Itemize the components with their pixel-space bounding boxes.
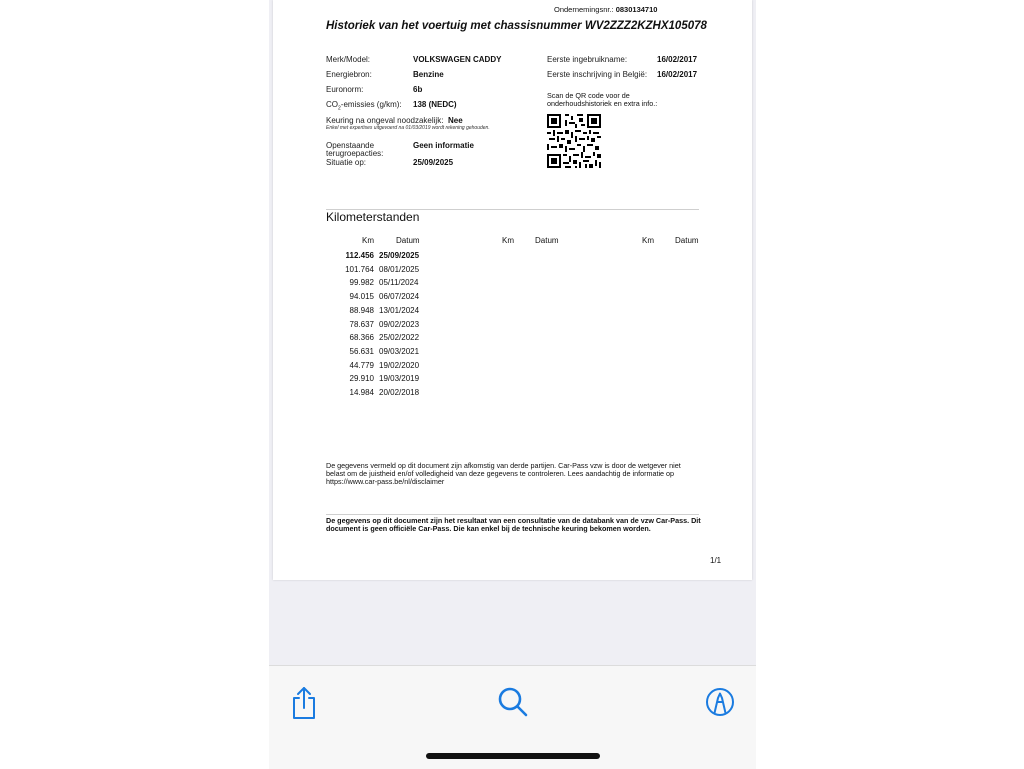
reading-date: 05/11/2024 bbox=[379, 278, 419, 288]
disclaimer: De gegevens vermeld op dit document zijn afkomstig van derde partijen. Car-Pass vzw is door de wetgever niet belast om de juistheid en/of volledigheid van deze gegevens te controleren. Lees aandachtig de informatie op https://www.car-pass.be/nl/disclaimer bbox=[326, 461, 681, 486]
qr-code[interactable] bbox=[547, 114, 601, 168]
pdf-page bbox=[273, 0, 752, 580]
reading-km: 112.456 bbox=[345, 251, 374, 260]
reading-km: 94.015 bbox=[349, 292, 374, 302]
enterprise-number bbox=[554, 5, 657, 14]
share-button[interactable] bbox=[286, 684, 322, 720]
reading-date: 09/02/2023 bbox=[379, 319, 420, 329]
bottom-toolbar bbox=[269, 665, 756, 769]
reading-km: 88.948 bbox=[349, 305, 374, 315]
co2-value: 138 (NEDC) bbox=[413, 100, 457, 109]
situation-value: 25/09/2025 bbox=[413, 158, 454, 167]
reading-date: 08/01/2025 bbox=[379, 264, 420, 274]
recalls-label-line2: terugroepacties: bbox=[326, 149, 384, 158]
document-title: Historiek van het voertuig met chassisnummer WV2ZZZ2KZHX105078 bbox=[326, 20, 707, 32]
co2-label bbox=[326, 100, 402, 112]
co2-label-post: -emissies (g/km): bbox=[340, 100, 402, 109]
date-header-1: Datum bbox=[396, 236, 420, 245]
reading-date: 19/03/2019 bbox=[379, 374, 420, 384]
reading-date: 13/01/2024 bbox=[379, 305, 420, 315]
brand-model-value: VOLKSWAGEN CADDY bbox=[413, 55, 502, 64]
reading-km: 14.984 bbox=[349, 388, 374, 397]
reading-date: 20/02/2018 bbox=[379, 388, 420, 397]
home-indicator bbox=[426, 753, 600, 759]
reading-date: 06/07/2024 bbox=[379, 292, 420, 302]
reading-date: 19/02/2020 bbox=[379, 360, 420, 370]
energy-value: Benzine bbox=[413, 70, 444, 79]
reading-date: 09/03/2021 bbox=[379, 346, 420, 356]
first-use-label: Eerste ingebruikname: bbox=[547, 55, 628, 64]
page-number: 1/1 bbox=[710, 556, 722, 565]
accident-inspection-label: Keuring na ongeval noodzakelijk: bbox=[326, 116, 444, 125]
enterprise-number-value: 0830134710 bbox=[615, 5, 658, 14]
mileage-title: Kilometerstanden bbox=[326, 210, 420, 224]
euronorm-label: Euronorm: bbox=[326, 85, 364, 94]
markup-button[interactable] bbox=[702, 684, 738, 720]
reading-km: 29.910 bbox=[349, 374, 374, 384]
km-header-3: Km bbox=[642, 236, 654, 245]
first-use-value: 16/02/2017 bbox=[657, 55, 698, 64]
share-icon bbox=[286, 684, 322, 720]
situation-label: Situatie op: bbox=[326, 158, 367, 167]
co2-label-pre: CO bbox=[326, 100, 338, 109]
search-icon bbox=[495, 684, 531, 720]
qr-caption: Scan de QR code voor de onderhoudshistoriek en extra info.: bbox=[547, 91, 658, 108]
brand-model-label: Merk/Model: bbox=[326, 55, 371, 64]
reading-km: 44.779 bbox=[349, 360, 374, 370]
recalls-value: Geen informatie bbox=[413, 141, 474, 150]
qr-code-modules bbox=[547, 114, 601, 168]
date-header-3: Datum bbox=[675, 236, 699, 245]
accident-inspection-note: Enkel met expertises uitgevoerd na 01/03/2019 wordt rekening gehouden. bbox=[326, 125, 490, 131]
reading-km: 99.982 bbox=[349, 278, 374, 288]
pdf-viewer bbox=[269, 0, 756, 768]
recalls-label-line1: Openstaande bbox=[326, 141, 375, 150]
markup-pen-icon bbox=[702, 684, 738, 720]
enterprise-number-label: Ondernemingsnr.: bbox=[554, 5, 614, 14]
first-registration-label: Eerste inschrijving in België: bbox=[547, 70, 648, 79]
search-button[interactable] bbox=[495, 684, 531, 720]
reading-km: 56.631 bbox=[349, 346, 374, 356]
reading-km: 68.366 bbox=[349, 333, 374, 343]
reading-km: 78.637 bbox=[349, 319, 374, 329]
co2-label-sub: 2 bbox=[338, 105, 341, 112]
energy-label: Energiebron: bbox=[326, 70, 372, 79]
first-registration-value: 16/02/2017 bbox=[657, 70, 698, 79]
reading-date: 25/09/2025 bbox=[379, 251, 420, 260]
footer-divider bbox=[326, 514, 699, 515]
km-header-1: Km bbox=[362, 236, 374, 245]
km-header-2: Km bbox=[502, 236, 514, 245]
date-header-2: Datum bbox=[535, 236, 559, 245]
euronorm-value: 6b bbox=[413, 85, 423, 94]
reading-date: 25/02/2022 bbox=[379, 333, 420, 343]
reading-km: 101.764 bbox=[345, 264, 374, 274]
official-note: De gegevens op dit document zijn het resultaat van een consultatie van de databank van de vzw Car-Pass. Dit document is geen officiële Car-Pass. Die kan enkel bij de technische keuring bekomen worden. bbox=[326, 516, 701, 533]
accident-inspection-value: Nee bbox=[448, 116, 463, 125]
